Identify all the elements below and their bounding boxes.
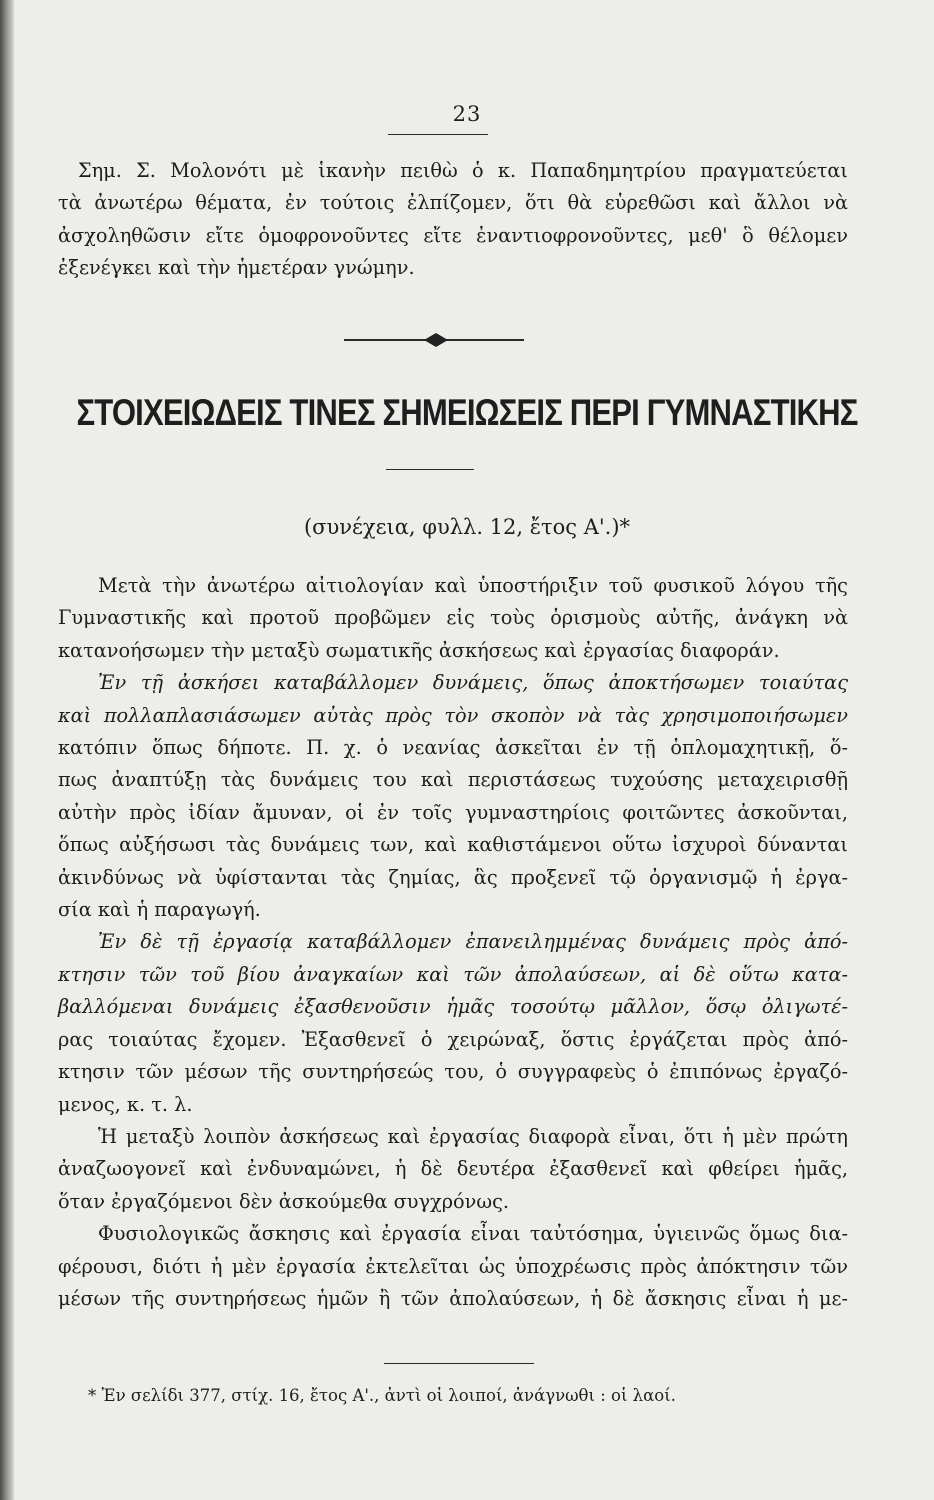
binding-edge (0, 0, 14, 1500)
page-number-rule (388, 134, 488, 135)
note-line: ἀσχοληθῶσιν εἴτε ὁμοφρονοῦντες εἴτε ἐναντιοφρονοῦντες, μεθ' ὃ θέλομεν (58, 223, 848, 247)
footnote: * Ἐν σελίδι 377, στίχ. 16, ἔτος Α'., ἀντὶ οἱ λοιποί, ἀνάγνωθι : οἱ λαοί. (88, 1386, 676, 1405)
title-rule (386, 469, 474, 470)
body-line: Φυσιολογικῶς ἄσκησις καὶ ἐργασία εἶναι ταὐτόσημα, ὑγιεινῶς ὅμως δια- (98, 1222, 848, 1246)
body-line: κατόπιν ὅπως δήποτε. Π. χ. ὁ νεανίας ἀσκεῖται ἐν τῇ ὁπλομαχητικῇ, ὅ- (58, 736, 848, 760)
body-line: κτησιν τῶν τοῦ βίου ἀναγκαίων καὶ τῶν ἀπολαύσεων, αἱ δὲ οὕτω κατα- (58, 962, 848, 986)
body-line: φέρουσι, διότι ἡ μὲν ἐργασία ἐκτελεῖται ὡς ὑποχρέωσις πρὸς ἀπόκτησιν τῶν (58, 1254, 848, 1278)
body-line: Ἐν τῇ ἀσκήσει καταβάλλομεν δυνάμεις, ὅπως ἀποκτήσωμεν τοιαύτας (98, 671, 848, 695)
body-line: ὅπως αὐξήσωσι τὰς δυνάμεις των, καὶ καθιστάμενοι οὕτω ἰσχυροὶ δύνανται (58, 833, 848, 857)
body-line: μενος, κ. τ. λ. (58, 1092, 193, 1116)
footnote-rule (384, 1363, 534, 1364)
body-line: πως ἀναπτύξῃ τὰς δυνάμεις του καὶ περιστάσεως τυχούσης μεταχειρισθῇ (58, 768, 848, 792)
note-line: τὰ ἀνωτέρω θέματα, ἐν τούτοις ἐλπίζομεν, ὅτι θὰ εὑρεθῶσι καὶ ἄλλοι νὰ (58, 191, 848, 215)
editor-note (58, 155, 848, 285)
body-line: σία καὶ ἡ παραγωγή. (58, 898, 261, 922)
body-line: Μετὰ τὴν ἀνωτέρω αἰτιολογίαν καὶ ὑποστήριξιν τοῦ φυσικοῦ λόγου τῆς (98, 574, 848, 597)
body-line: βαλλόμεναι δυνάμεις ἐξασθενοῦσιν ἡμᾶς τοσούτῳ μᾶλλον, ὅσῳ ὀλιγωτέ- (58, 995, 848, 1019)
body-line: Ἡ μεταξὺ λοιπὸν ἀσκήσεως καὶ ἐργασίας διαφορὰ εἶναι, ὅτι ἡ μὲν πρώτη (98, 1124, 848, 1148)
body-line: ἀναζωογονεῖ καὶ ἐνδυναμώνει, ἡ δὲ δευτέρα ἐξασθενεῖ καὶ φθείρει ἡμᾶς, (58, 1157, 848, 1181)
note-line: Σημ. Σ. Μολονότι μὲ ἱκανὴν πειθὼ ὁ κ. Παπαδημητρίου πραγματεύεται (78, 159, 848, 182)
body-line: ρας τοιαύτας ἔχομεν. Ἐξασθενεῖ ὁ χειρώναξ, ὅστις ἐργάζεται πρὸς ἀπό- (58, 1027, 848, 1051)
body-line: Ἐν δὲ τῇ ἐργασίᾳ καταβάλλομεν ἐπανειλημμένας δυνάμεις πρὸς ἀπό- (98, 930, 848, 954)
article-subtitle: (συνέχεια, φυλλ. 12, ἔτος Α'.)* (303, 515, 631, 539)
note-line: ἐξενέγκει καὶ τὴν ἡμετέραν γνώμην. (58, 256, 415, 280)
body-line: ἀκινδύνως νὰ ὑφίστανται τὰς ζημίας, ἃς προξενεῖ τῷ ὀργανισμῷ ἡ ἐργα- (58, 865, 848, 889)
body-line: ὅταν ἐργαζόμενοι δὲν ἀσκούμεθα συγχρόνως. (58, 1189, 510, 1213)
ornament-diamond (424, 333, 448, 347)
article-body (58, 570, 848, 1315)
body-line: μέσων τῆς συντηρήσεως ἡμῶν ἢ τῶν ἀπολαύσεων, ἡ δὲ ἄσκησις εἶναι ἡ με- (58, 1286, 848, 1310)
body-line: καὶ πολλαπλασιάσωμεν αὐτὰς πρὸς τὸν σκοπὸν νὰ τὰς χρησιμοποιήσωμεν (58, 703, 848, 727)
body-line: αὐτὴν πρὸς ἰδίαν ἄμυναν, οἱ ἐν τοῖς γυμναστηρίοις φοιτῶντες ἀσκοῦνται, (58, 800, 848, 824)
page-number: 23 (452, 102, 482, 126)
body-line: κτησιν τῶν μέσων τῆς συντηρήσεώς του, ὁ συγγραφεὺς ὁ ἐπιπόνως ἐργαζό- (58, 1060, 848, 1084)
article-title: ΣΤΟΙΧΕΙΩΔΕΙΣ ΤΙΝΕΣ ΣΗΜΕΙΩΣΕΙΣ ΠΕΡΙ ΓΥΜΝΑΣΤΙΚΗΣ (76, 392, 858, 433)
body-line: κατανοήσωμεν τὴν μεταξὺ σωματικῆς ἀσκήσεως καὶ ἐργασίας διαφοράν. (58, 638, 780, 662)
body-line: Γυμναστικῆς καὶ προτοῦ προβῶμεν εἰς τοὺς ὁρισμοὺς αὐτῆς, ἀνάγκη νὰ (58, 606, 848, 630)
